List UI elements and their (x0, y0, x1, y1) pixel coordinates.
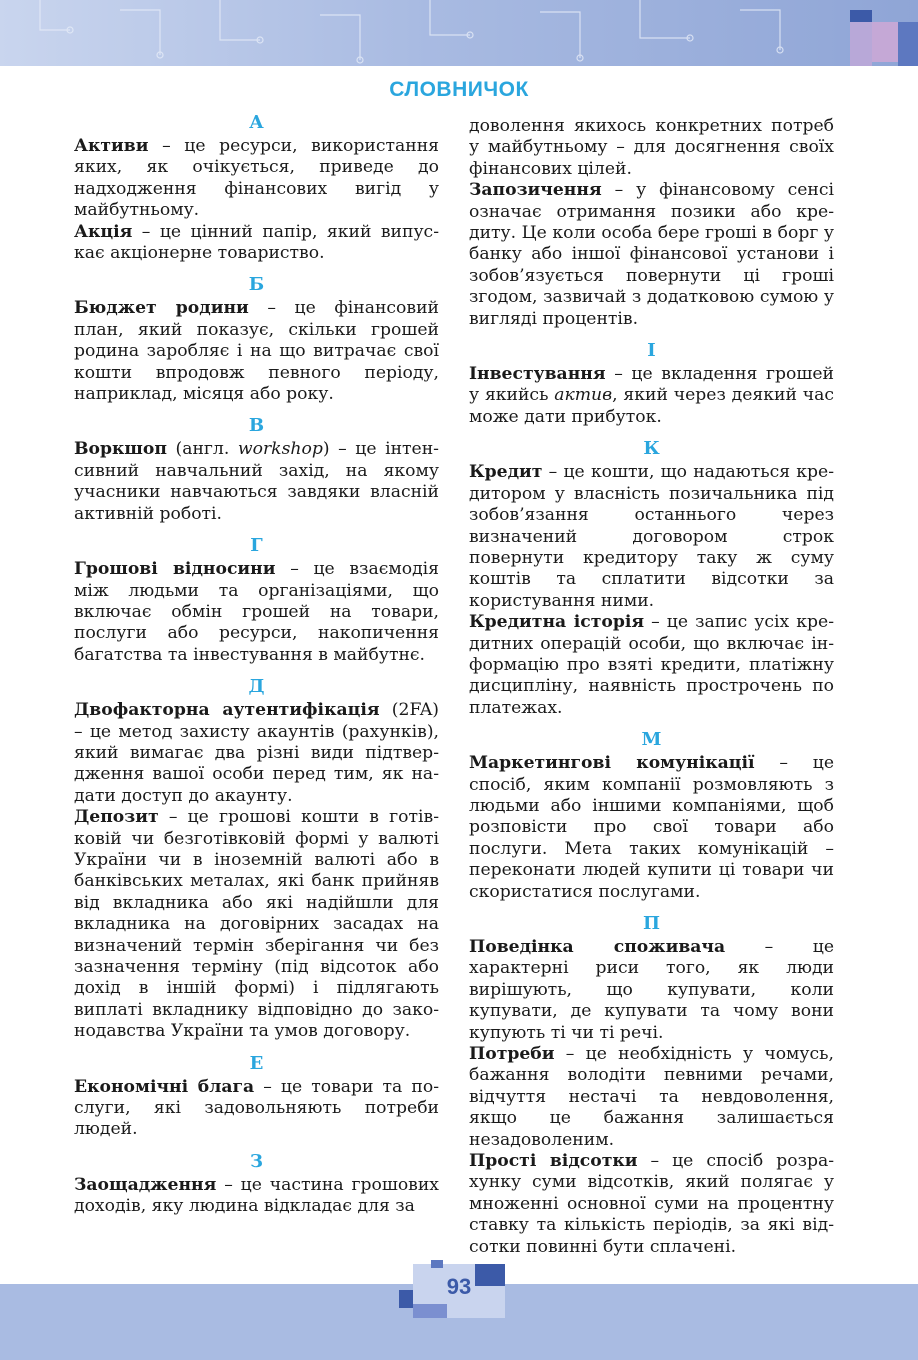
section-letter: В (248, 415, 265, 437)
section-letter: А (249, 112, 264, 133)
glossary-entry (469, 1044, 834, 1151)
glossary-definition: ) – це інтенсивний навчальний захід, на якому учасники навчаються завдяки власній активній роботі. (74, 439, 439, 524)
glossary-italic: workshop (237, 439, 323, 460)
page-title: СЛОВНИЧОК (389, 78, 529, 101)
glossary-entry (74, 1175, 439, 1218)
glossary-definition: – це грошові кошти в готівковій чи безготівковій формі у валюті України чи в іноземній валюті або в банківських металах, які банк прийняв від вкладника або які надійшли для вкладника на договірних засадах на визначений термін зберігання чи без зазначення терміну (під відсоток або дохід в іншій формі) і підлягають виплаті вкладнику відповідно до законодавства України та умов договору. (74, 807, 439, 1042)
glossary-term: Поведінка споживача (469, 937, 726, 957)
glossary-entry (74, 136, 439, 222)
glossary-term: Депозит (74, 807, 159, 828)
glossary-entry (469, 364, 834, 428)
glossary-term: Кредитна історія (469, 612, 645, 633)
glossary-entry (74, 439, 439, 525)
glossary-definition: – це запис усіх кредитних операцій особи, що включає інформацію про взяті кредити, платіжну дисципліну, наявність прострочень по платежах. (469, 612, 835, 718)
glossary-entry (469, 462, 834, 612)
glossary-term: Кредит (469, 462, 543, 483)
glossary-entry (469, 180, 834, 330)
glossary-entry (74, 298, 439, 405)
glossary-definition: – це спосіб, яким компанії розмовляють з людьми або іншими компаніями, щоб розповісти про свої товари або послуги. Мета таких комунікацій – переконати людей купити ці товари чи скористатися послугами. (469, 753, 834, 902)
glossary-entry (469, 753, 834, 903)
glossary-entry (469, 612, 834, 719)
glossary-entry (74, 222, 439, 265)
glossary-definition: – це взаємодія між людьми та організаціями, що включає обмін грошей на товари, послуги або ресурси, накопичення багатства та інвестування в майбутнє. (74, 559, 439, 665)
right-column (469, 116, 834, 1258)
glossary-term: Економічні блага (74, 1076, 255, 1097)
glossary-definition: – це кошти, що надаються кредитором у власність позичальника під зобов’язання останнього через визначений договором строк повернути кредитору таку ж суму коштів та сплатити відсотки за користування ними. (469, 462, 834, 611)
glossary-definition: (2FA) – це метод захисту акаунтів (рахунків), який вимагає два різні види підтвердження вашої особи перед тим, як надати доступ до акаунту. (74, 700, 439, 806)
section-letter: І (647, 340, 656, 362)
glossary-definition: – це необхідність у чомусь, бажання володіти певними речами, відчуття нестачі та невдоволення, якщо це бажання залишається незадоволеним. (469, 1044, 834, 1150)
glossary-entry (74, 807, 439, 1042)
glossary-definition: доволення якихось конкретних потреб у майбутньому – для досягнення своїх фінансових цілей. (469, 116, 834, 179)
section-letter: Г (250, 535, 263, 557)
section-letter: Д (248, 676, 265, 698)
glossary-italic: актив (554, 385, 613, 406)
glossary-term: Грошові відносини (74, 559, 276, 580)
glossary-definition: – це ресурси, використання яких, як очікується, приведе до надходження фінансових вигід у майбутньому. (74, 136, 439, 221)
glossary-entry (469, 1151, 834, 1258)
glossary-definition: – у фінансовому сенсі означає отримання позики або кредиту. Це коли особа бере гроші в борг у банку або іншої фінансової установи і зобов’язується повернути ці гроші згодом, зазвичай з додатковою сумою у вигляді процентів. (469, 180, 834, 329)
section-letter: Б (248, 274, 265, 296)
glossary-definition: – це характерні риси того, як люди вирішують, що купувати, коли купувати, де купувати та чому вони купують ті чи ті речі. (469, 937, 834, 1043)
glossary-term: Прості відсотки (469, 1151, 638, 1172)
glossary-definition: – це частина грошових доходів, яку людина відкладає для за (74, 1174, 439, 1217)
glossary-definition: – це цінний папір, який випускає акціонерне товариство. (74, 221, 439, 264)
glossary-entry (74, 700, 439, 807)
glossary-term: Двофакторна аутентифікація (74, 700, 380, 721)
section-letter: К (643, 438, 660, 460)
glossary-definition: – це спосіб розрахунку суми відсотків, який полягає у множенні основної суми на процентну ставку та кількість періодів, за які відсотки повинні бути сплачені. (469, 1151, 835, 1257)
section-letter: М (641, 729, 662, 751)
page-number: 93 (446, 1274, 472, 1299)
glossary-term: Потреби (469, 1044, 555, 1065)
glossary-term: Інвестування (469, 364, 606, 385)
glossary-entry (74, 559, 439, 666)
page-tile (431, 1260, 443, 1268)
left-column (74, 112, 439, 1218)
glossary-term: Заощадження (74, 1174, 217, 1195)
glossary-definition: – це товари та послуги, які задовольняють потреби людей. (74, 1076, 440, 1140)
corner-tile (850, 22, 872, 66)
glossary-term: Активи (74, 136, 149, 156)
glossary-definition: , який через деякий час може дати прибуток. (469, 385, 834, 427)
glossary-term: Воркшоп (74, 439, 167, 460)
corner-tile (898, 22, 918, 66)
page-tile (399, 1290, 413, 1308)
glossary-term: Бюджет родини (74, 298, 249, 319)
glossary-term: Акція (74, 221, 133, 242)
glossary-term: Маркетингові комунікації (469, 753, 755, 774)
section-letter: З (250, 1150, 263, 1172)
glossary-definition: – це фінансовий план, який показує, скільки грошей родина заробляє і на що витрачає свої кошти впродовж певного періоду, наприклад, місяця або року. (74, 298, 439, 405)
corner-tile (872, 22, 898, 62)
section-letter: П (643, 913, 660, 934)
glossary-definition-part: – це вкладення грошей у якийсь (469, 364, 834, 406)
corner-tile (850, 10, 872, 22)
decorative-pattern (0, 0, 918, 66)
page-tile (413, 1304, 447, 1318)
glossary-term: Запозичення (469, 180, 602, 201)
glossary-entry (469, 937, 834, 1044)
glossary-definition-part: (англ. (166, 439, 238, 460)
glossary-entry (74, 1077, 439, 1141)
glossary-entry (469, 116, 834, 180)
header-band (0, 0, 918, 66)
page-number-box (413, 1264, 505, 1318)
section-letter: Е (249, 1052, 264, 1074)
